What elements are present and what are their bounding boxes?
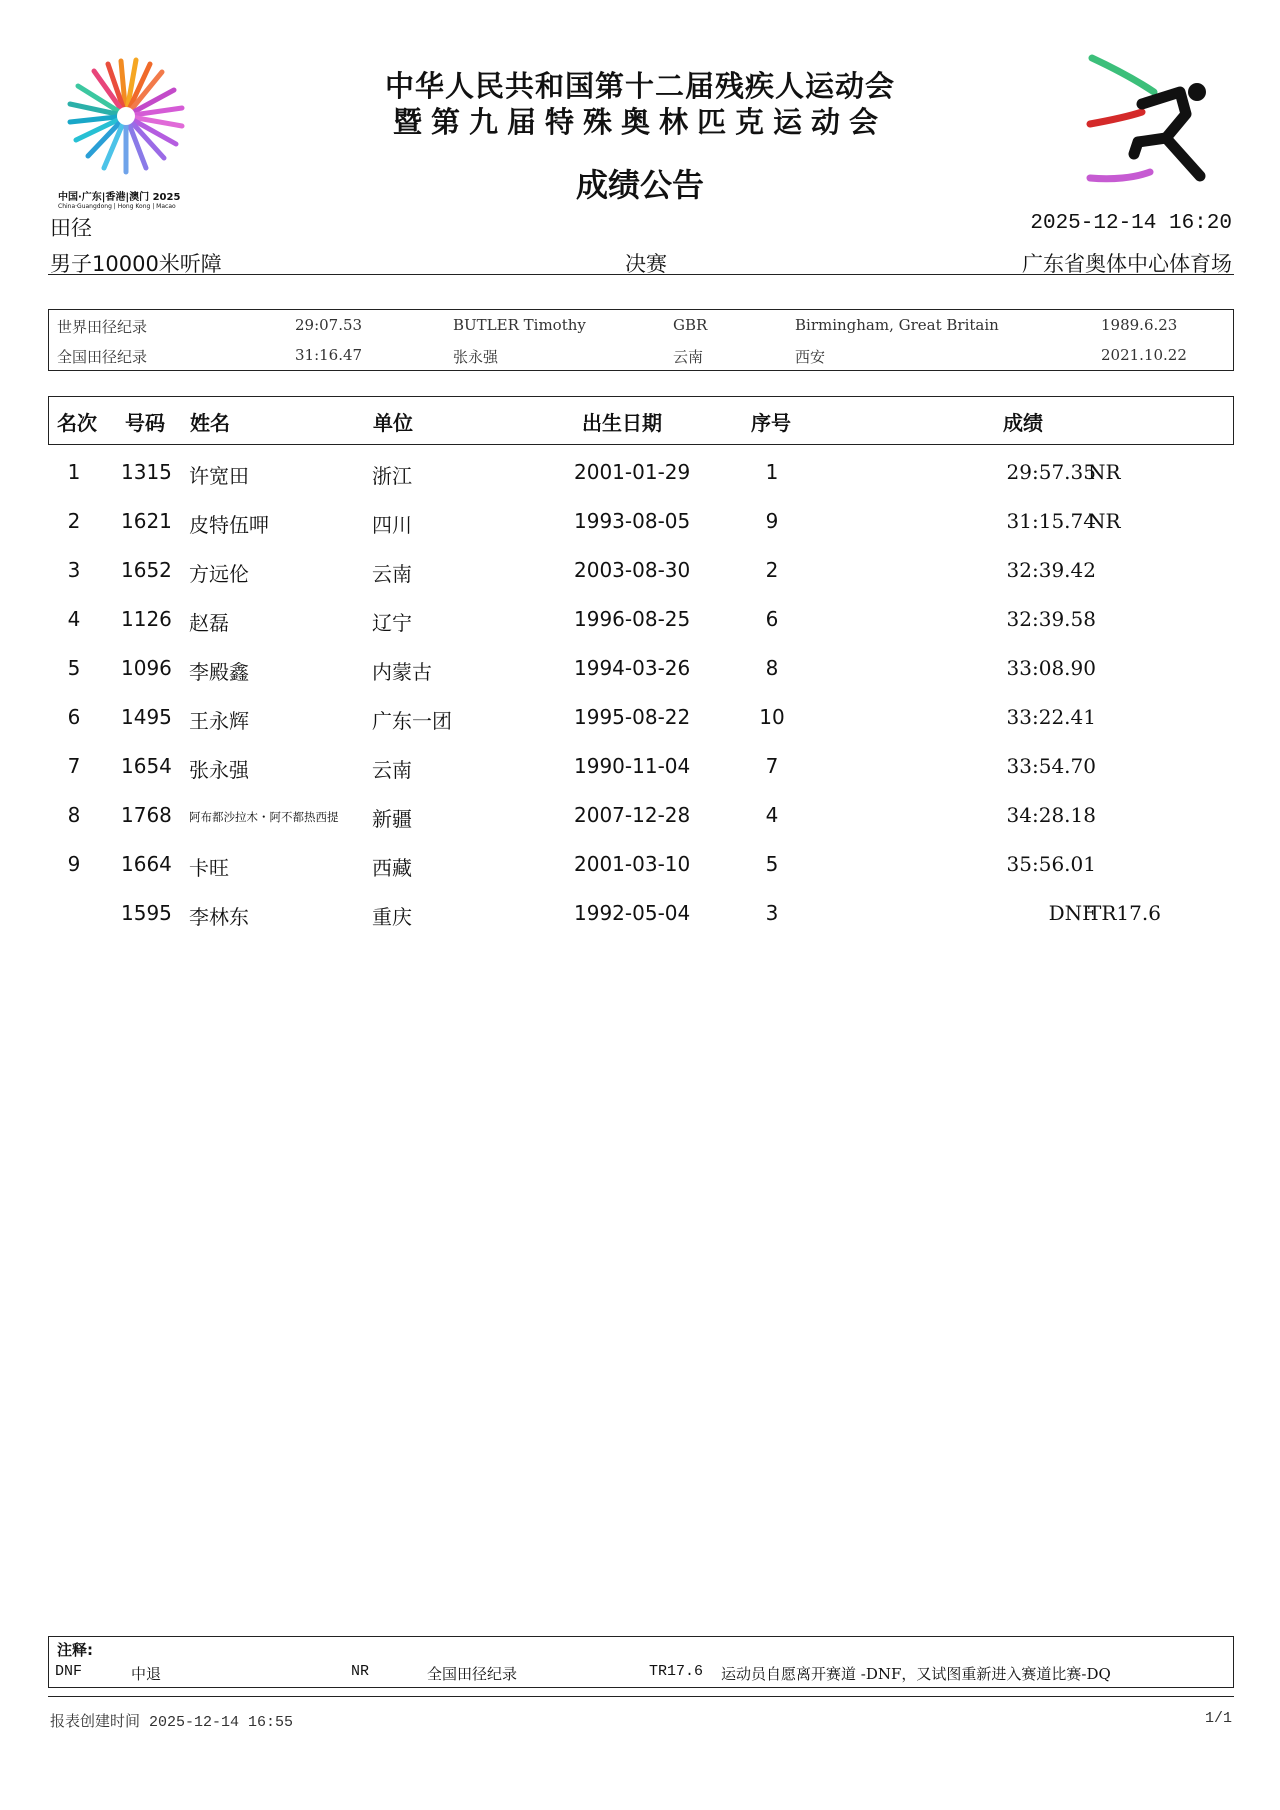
cell-order: 9	[765, 509, 779, 533]
cell-result: 31:15.74	[1006, 509, 1096, 533]
cell-result: 32:39.42	[1006, 558, 1096, 582]
footer	[50, 1710, 1232, 1731]
cell-rank: 4	[67, 607, 81, 631]
record-place: Birmingham, Great Britain	[795, 316, 999, 334]
cell-unit: 四川	[372, 513, 412, 537]
cell-unit: 云南	[372, 562, 412, 586]
cell-bib: 1768	[121, 803, 172, 827]
table-row	[48, 697, 1232, 737]
cell-bib: 1126	[121, 607, 172, 631]
venue-name: 广东省奥体中心体育场	[1022, 252, 1232, 276]
cell-bib: 1315	[121, 460, 172, 484]
cell-name: 张永强	[189, 758, 249, 782]
page-number: 1/1	[1204, 1710, 1232, 1727]
cell-order: 8	[765, 656, 779, 680]
table-row	[48, 501, 1232, 541]
cell-name: 阿布都沙拉木・阿不都热西提	[189, 810, 339, 824]
note-desc: 运动员自愿离开赛道 -DNF，又试图重新进入赛道比赛-DQ	[721, 1665, 1111, 1683]
header-divider	[48, 274, 1234, 275]
col-unit: 单位	[373, 411, 413, 435]
cell-result: 33:22.41	[1006, 705, 1096, 729]
cell-order: 6	[765, 607, 779, 631]
cell-unit: 浙江	[372, 464, 412, 488]
record-result: 29:07.53	[295, 316, 363, 334]
cell-name: 李林东	[189, 905, 249, 929]
cell-note: NR	[1088, 460, 1121, 484]
record-type: 全国田径纪录	[57, 348, 148, 366]
logo-text: 中国·广东|香港|澳门 2025	[58, 192, 181, 203]
games-title-line2: 暨第九届特殊奥林匹克运动会	[392, 105, 887, 139]
cell-unit: 新疆	[372, 807, 412, 831]
table-row	[48, 452, 1232, 492]
notes-box	[48, 1636, 1234, 1688]
logo-text-en: China·Guangdong | Hong Kong | Macao	[58, 203, 176, 210]
cell-dob: 1995-08-22	[574, 705, 691, 729]
cell-name: 许宽田	[189, 464, 249, 488]
record-org: 云南	[673, 348, 704, 366]
cell-name: 方远伦	[189, 562, 249, 586]
cell-rank: 9	[67, 852, 81, 876]
cell-result: DNF	[1048, 901, 1096, 925]
col-order: 序号	[751, 411, 791, 435]
cell-order: 3	[765, 901, 779, 925]
cell-result: 33:08.90	[1006, 656, 1096, 680]
cell-order: 1	[765, 460, 779, 484]
cell-rank: 7	[67, 754, 81, 778]
record-org: GBR	[673, 316, 708, 334]
cell-unit: 西藏	[372, 856, 412, 880]
cell-result: 32:39.58	[1006, 607, 1096, 631]
table-row	[48, 746, 1232, 786]
cell-order: 4	[765, 803, 779, 827]
cell-result: 34:28.18	[1006, 803, 1096, 827]
cell-bib: 1664	[121, 852, 172, 876]
cell-note: NR	[1088, 509, 1121, 533]
table-row	[48, 550, 1232, 590]
event-name: 男子10000米听障	[50, 252, 222, 276]
record-row-national	[49, 340, 1233, 370]
cell-dob: 2001-01-29	[574, 460, 691, 484]
cell-dob: 2007-12-28	[574, 803, 691, 827]
cell-dob: 1996-08-25	[574, 607, 691, 631]
record-result: 31:16.47	[295, 346, 363, 364]
sport-label: 田径	[50, 216, 92, 240]
cell-rank: 5	[67, 656, 81, 680]
table-row	[48, 893, 1232, 933]
col-name: 姓名	[190, 411, 230, 435]
event-phase: 决赛	[625, 252, 667, 276]
note-desc: 全国田径纪录	[427, 1665, 518, 1683]
cell-name: 皮特伍呷	[189, 513, 269, 537]
col-result: 成绩	[1003, 411, 1043, 435]
cell-dob: 1993-08-05	[574, 509, 691, 533]
cell-bib: 1595	[121, 901, 172, 925]
games-title-line1: 中华人民共和国第十二届残疾人运动会	[384, 69, 895, 103]
record-holder: 张永强	[453, 348, 499, 366]
cell-result: 35:56.01	[1006, 852, 1096, 876]
cell-result: 33:54.70	[1006, 754, 1096, 778]
cell-order: 2	[765, 558, 779, 582]
cell-unit: 云南	[372, 758, 412, 782]
cell-bib: 1096	[121, 656, 172, 680]
note-code: DNF	[55, 1663, 83, 1680]
cell-bib: 1621	[121, 509, 172, 533]
record-type: 世界田径纪录	[57, 318, 148, 336]
cell-rank: 6	[67, 705, 81, 729]
results-header	[48, 396, 1234, 445]
cell-unit: 重庆	[372, 905, 412, 929]
cell-order: 7	[765, 754, 779, 778]
col-dob: 出生日期	[582, 411, 662, 435]
record-row-world	[49, 310, 1233, 340]
cell-name: 卡旺	[189, 856, 229, 880]
record-date: 1989.6.23	[1101, 316, 1178, 334]
note-desc: 中退	[131, 1665, 162, 1683]
note-code: NR	[351, 1663, 370, 1680]
cell-dob: 2003-08-30	[574, 558, 691, 582]
cell-unit: 广东一团	[372, 709, 452, 733]
cell-dob: 1994-03-26	[574, 656, 691, 680]
table-row	[48, 648, 1232, 688]
cell-name: 赵磊	[189, 611, 229, 635]
col-rank: 名次	[57, 411, 97, 435]
cell-dob: 1990-11-04	[574, 754, 691, 778]
cell-dob: 1992-05-04	[574, 901, 691, 925]
cell-unit: 辽宁	[372, 611, 412, 635]
cell-order: 5	[765, 852, 779, 876]
footer-divider	[48, 1696, 1234, 1697]
cell-result: 29:57.35	[1006, 460, 1096, 484]
meta-row-sport	[50, 212, 1232, 242]
col-bib: 号码	[125, 411, 165, 435]
note-code: TR17.6	[649, 1663, 704, 1680]
cell-rank: 8	[67, 803, 81, 827]
table-row	[48, 599, 1232, 639]
cell-name: 王永辉	[189, 709, 249, 733]
cell-dob: 2001-03-10	[574, 852, 691, 876]
cell-rank: 3	[67, 558, 81, 582]
cell-unit: 内蒙古	[372, 660, 432, 684]
cell-bib: 1654	[121, 754, 172, 778]
notes-title: 注释:	[57, 1641, 93, 1659]
record-place: 西安	[795, 348, 826, 366]
record-date: 2021.10.22	[1101, 346, 1187, 364]
cell-order: 10	[759, 705, 785, 729]
cell-bib: 1495	[121, 705, 172, 729]
cell-note: TR17.6	[1088, 901, 1161, 925]
records-box	[48, 309, 1234, 371]
table-row	[48, 795, 1232, 835]
report-datetime: 2025-12-14 16:20	[1030, 212, 1232, 235]
cell-rank: 1	[67, 460, 81, 484]
cell-rank: 2	[67, 509, 81, 533]
table-row	[48, 844, 1232, 884]
report-created-time: 报表创建时间 2025-12-14 16:55	[50, 1714, 294, 1731]
bulletin-title: 成绩公告	[575, 166, 704, 204]
cell-name: 李殿鑫	[189, 660, 249, 684]
record-holder: BUTLER Timothy	[453, 316, 586, 334]
cell-bib: 1652	[121, 558, 172, 582]
